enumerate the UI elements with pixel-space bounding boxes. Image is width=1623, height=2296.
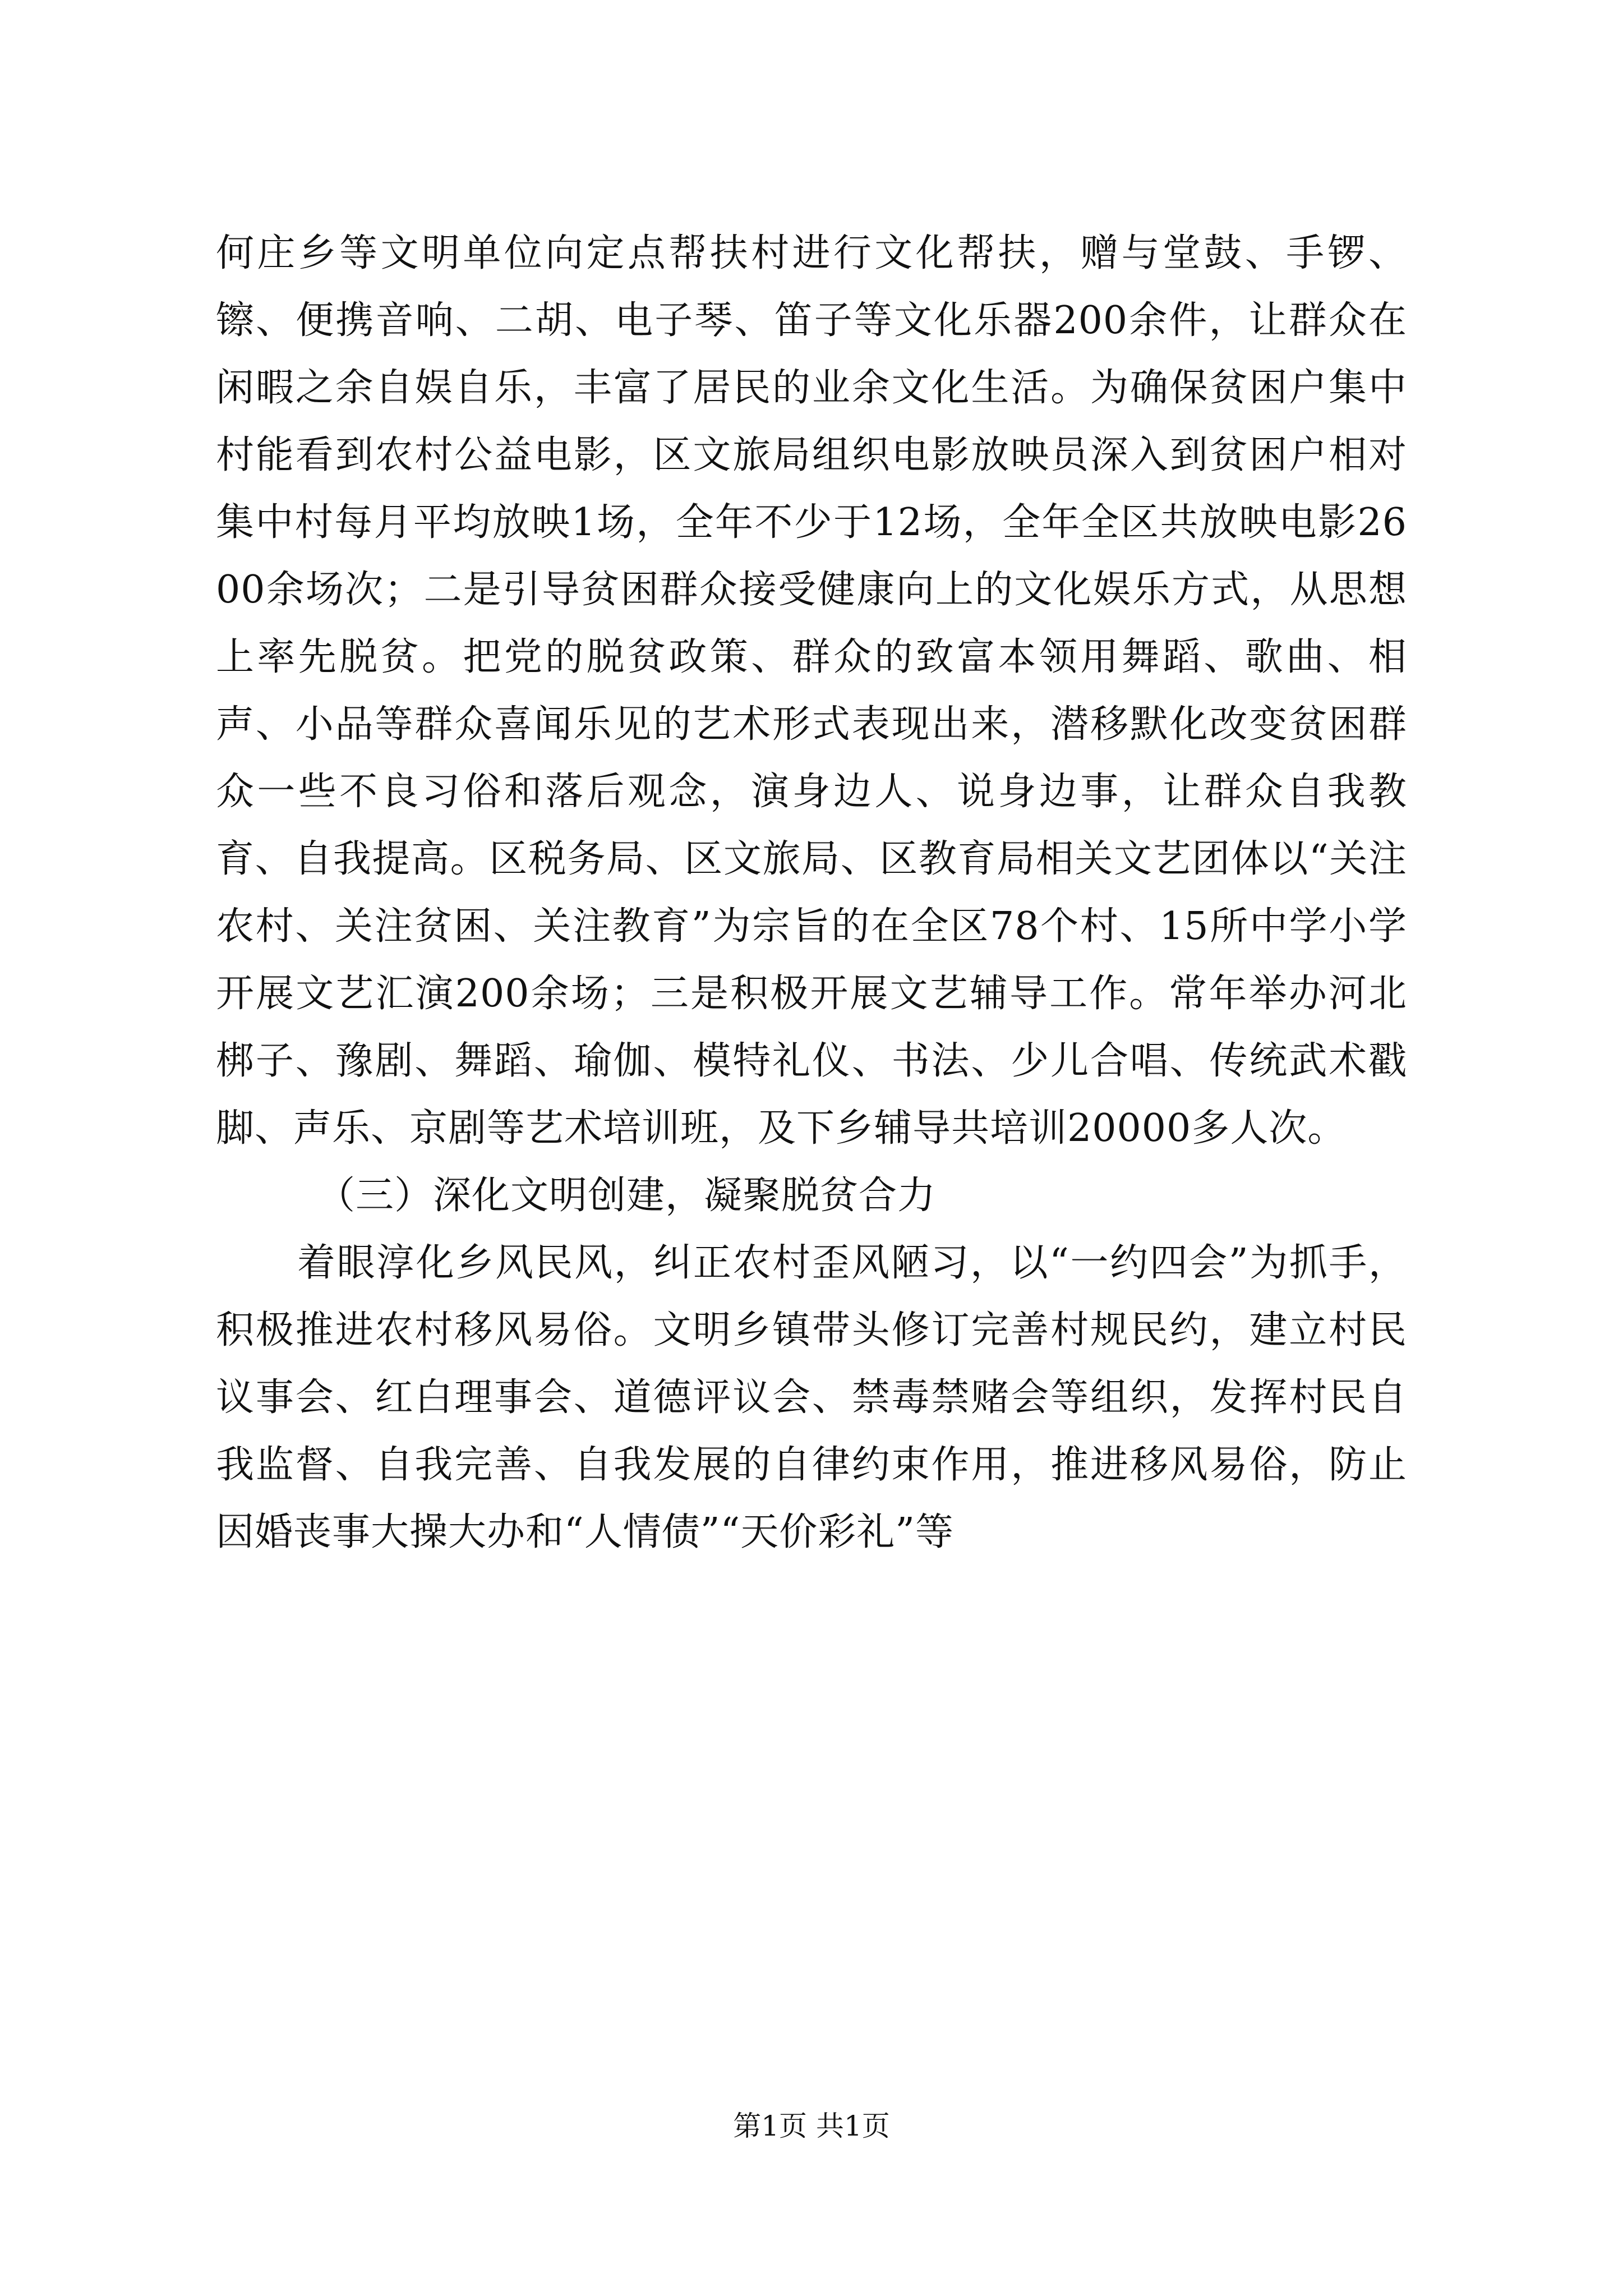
paragraph-cultural-support: 何庄乡等文明单位向定点帮扶村进行文化帮扶，赠与堂鼓、手锣、镲、便携音响、二胡、电子琴、笛子等文化乐器200余件，让群众在闲暇之余自娱自乐，丰富了居民的业余文化生活。为确保贫困户集中村能看到农村公益电影，区文旅局组织电影放映员深入到贫困户相对集中村每月平均放映1场，全年不少于12场，全年全区共放映电影2600余场次；二是引导贫困群众接受健康向上的文化娱乐方式，从思想上率先脱贫。把党的脱贫政策、群众的致富本领用舞蹈、歌曲、相声、小品等群众喜闻乐见的艺术形式表现出来，潜移默化改变贫困群众一些不良习俗和落后观念，演身边人、说身边事，让群众自我教育、自我提高。区税务局、区文旅局、区教育局相关文艺团体以“关注农村、关注贫困、关注教育”为宗旨的在全区78个村、15所中学小学开展文艺汇演200余场；三是积极开展文艺辅导工作。常年举办河北梆子、豫剧、舞蹈、瑜伽、模特礼仪、书法、少儿合唱、传统武术戳脚、声乐、京剧等艺术培训班，及下乡辅导共培训20000多人次。 xyxy=(216,231,1407,1151)
document-body xyxy=(216,220,1407,1566)
page-footer: 第1页 共1页 xyxy=(733,2110,890,2142)
paragraph-customs-reform: 着眼淳化乡风民风，纠正农村歪风陋习，以“一约四会”为抓手，积极推进农村移风易俗。文明乡镇带头修订完善村规民约，建立村民议事会、红白理事会、道德评议会、禁毒禁赌会等组织，发挥村民自我监督、自我完善、自我发展的自律约束作用，推进移风易俗，防止因婚丧事大操大办和“人情债”“天价彩礼”等 xyxy=(216,1241,1407,1554)
section-heading-civilization: （三）深化文明创建，凝聚脱贫合力 xyxy=(317,1174,937,1218)
